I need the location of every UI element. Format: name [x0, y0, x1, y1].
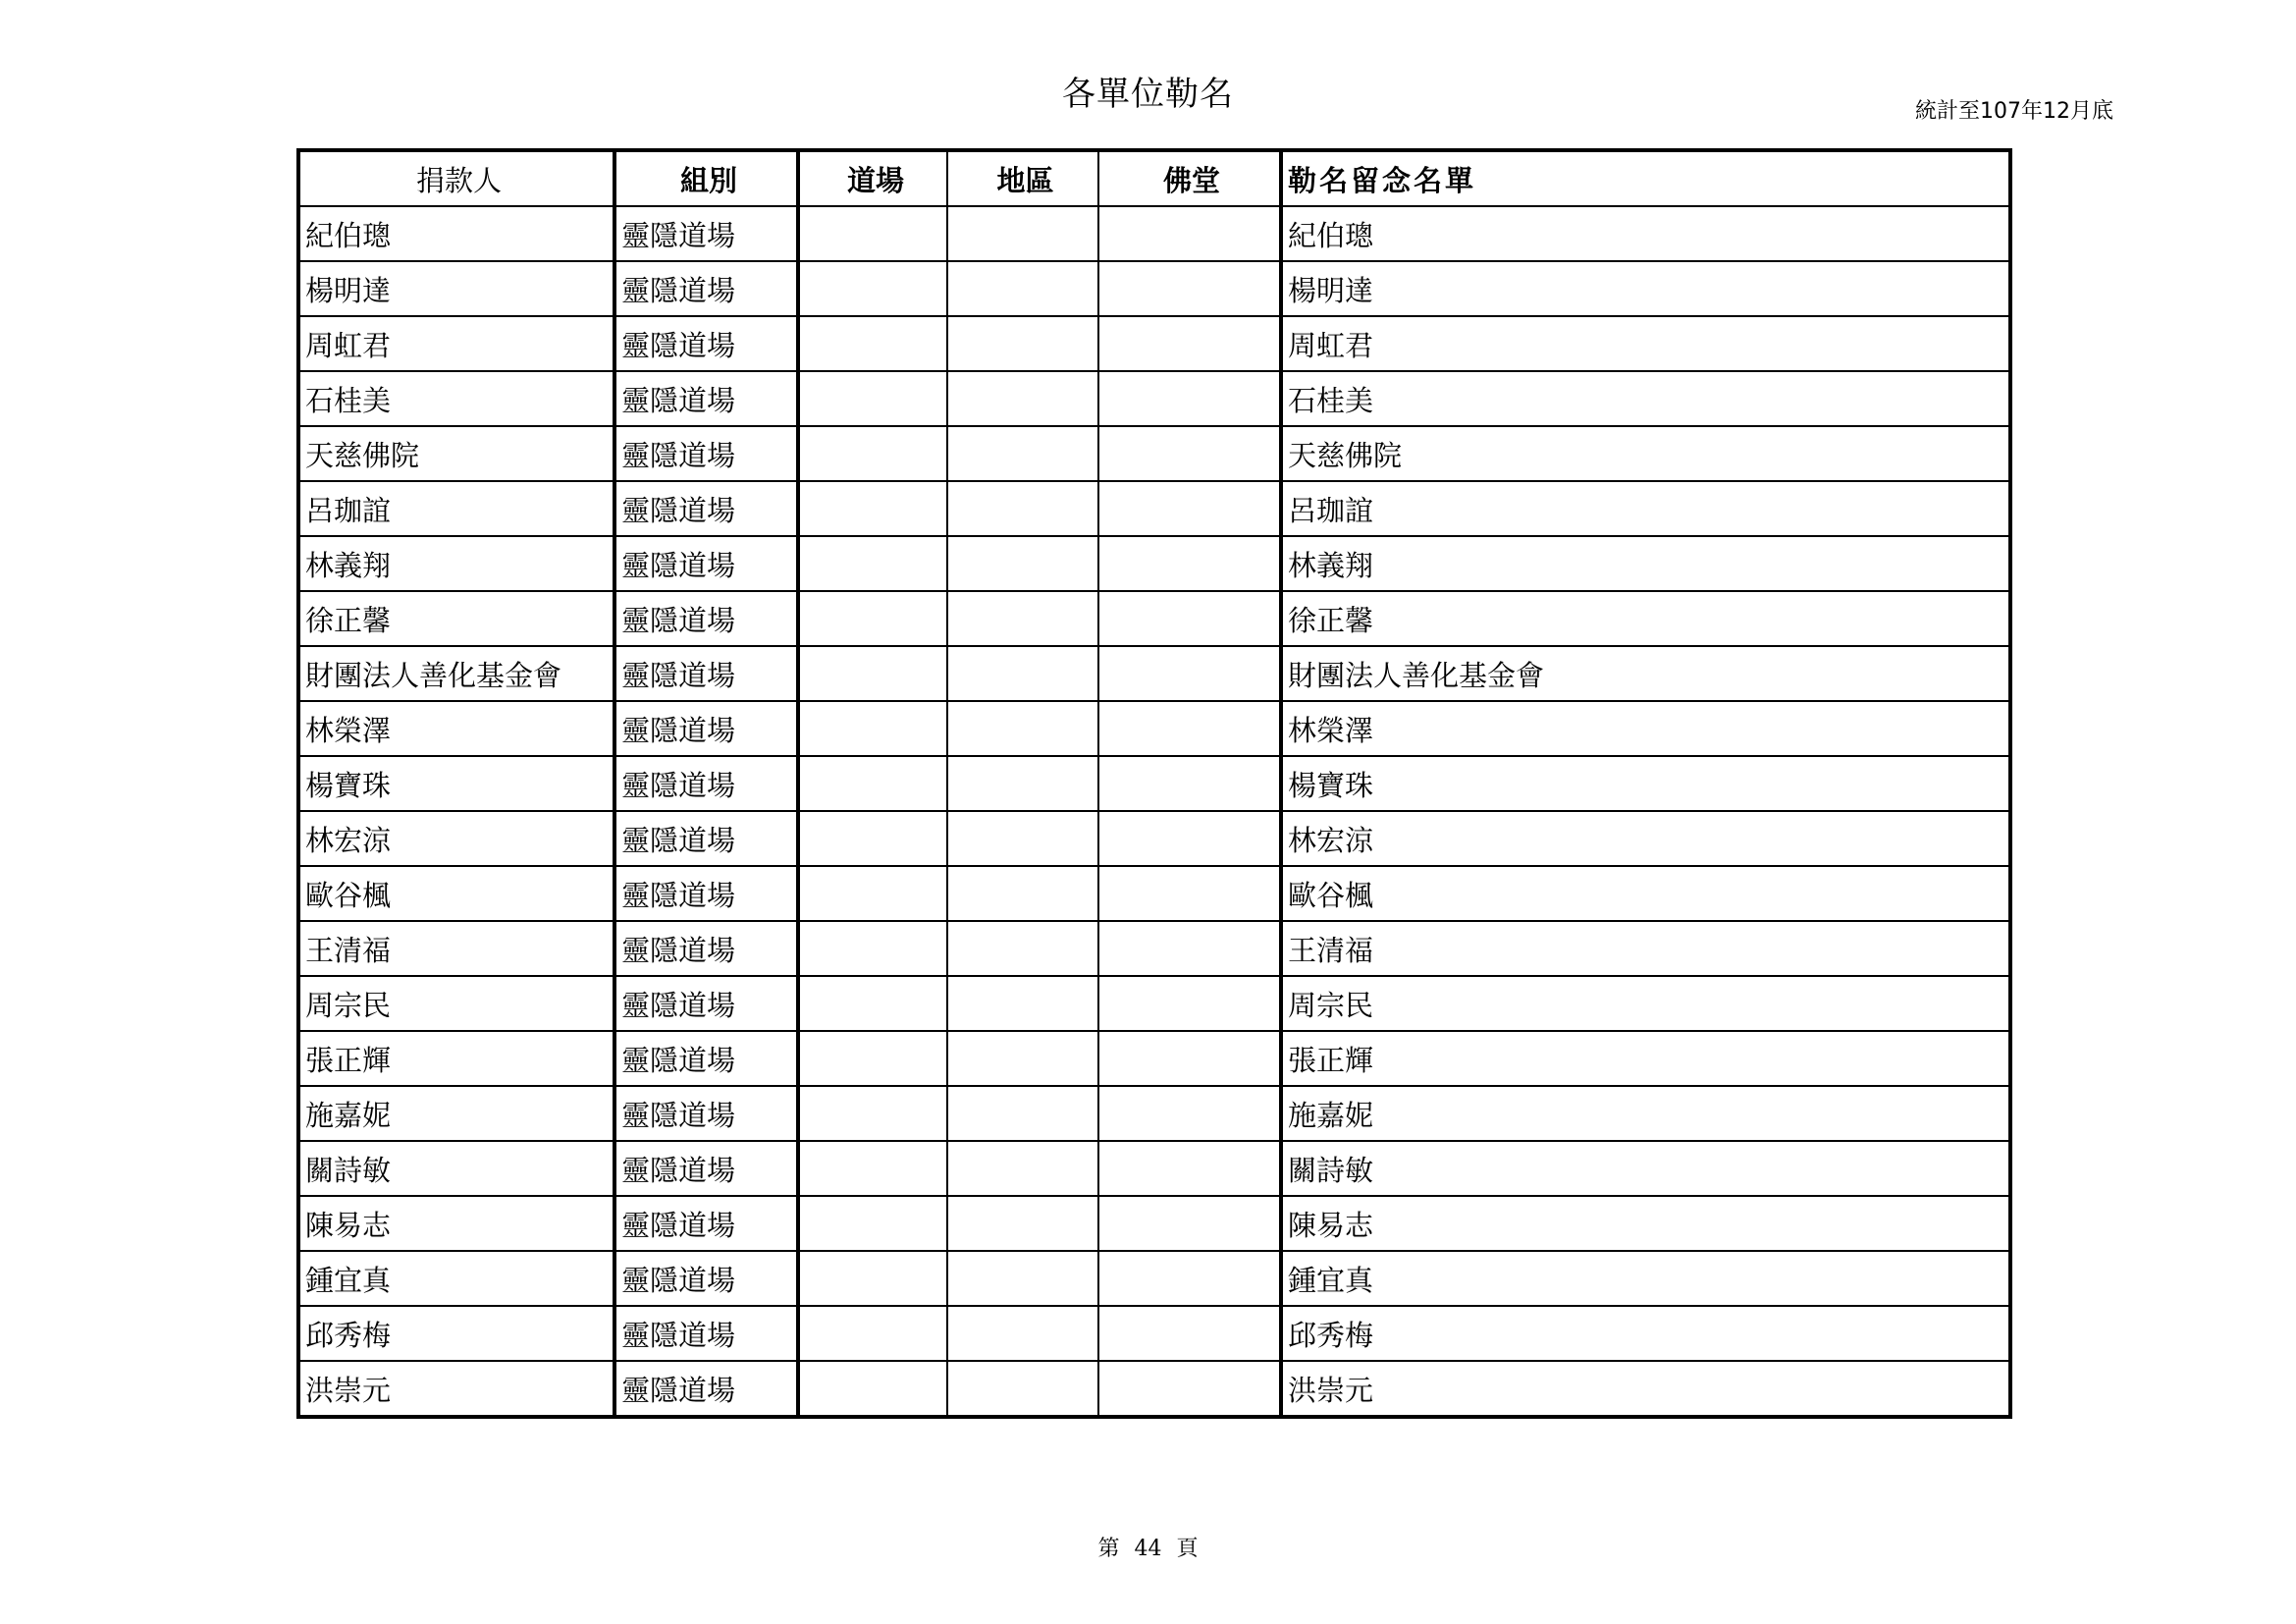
cell-group: 靈隱道場 — [614, 646, 798, 701]
cell-commemoration-name: 財團法人善化基金會 — [1281, 646, 2010, 701]
cell-commemoration-name: 周虹君 — [1281, 316, 2010, 371]
cell-dojo — [798, 1141, 947, 1196]
cell-region — [947, 1086, 1098, 1141]
table-row — [298, 976, 2010, 1031]
cell-region — [947, 921, 1098, 976]
header-donor: 捐款人 — [298, 150, 614, 206]
cell-buddha-hall — [1098, 1031, 1281, 1086]
cell-group: 靈隱道場 — [614, 371, 798, 426]
cell-region — [947, 701, 1098, 756]
cell-commemoration-name: 林宏涼 — [1281, 811, 2010, 866]
cell-buddha-hall — [1098, 316, 1281, 371]
cell-donor: 紀伯璁 — [298, 206, 614, 261]
cell-donor: 林榮澤 — [298, 701, 614, 756]
cell-commemoration-name: 歐谷楓 — [1281, 866, 2010, 921]
cell-buddha-hall — [1098, 1306, 1281, 1361]
cell-buddha-hall — [1098, 1086, 1281, 1141]
cell-group: 靈隱道場 — [614, 866, 798, 921]
cell-group: 靈隱道場 — [614, 261, 798, 316]
donor-table — [296, 148, 2012, 1419]
header-group: 組別 — [614, 150, 798, 206]
cell-group: 靈隱道場 — [614, 1086, 798, 1141]
table-row — [298, 371, 2010, 426]
cell-dojo — [798, 756, 947, 811]
cell-commemoration-name: 楊寶珠 — [1281, 756, 2010, 811]
table-row — [298, 481, 2010, 536]
header-commemoration-list: 勒名留念名單 — [1281, 150, 2010, 206]
page-title: 各單位勒名 — [1062, 75, 1234, 114]
cell-commemoration-name: 邱秀梅 — [1281, 1306, 2010, 1361]
cell-region — [947, 316, 1098, 371]
table-row — [298, 316, 2010, 371]
cell-dojo — [798, 591, 947, 646]
cell-commemoration-name: 張正輝 — [1281, 1031, 2010, 1086]
cell-dojo — [798, 1031, 947, 1086]
cell-buddha-hall — [1098, 811, 1281, 866]
cell-donor: 施嘉妮 — [298, 1086, 614, 1141]
table-row — [298, 1086, 2010, 1141]
cell-region — [947, 866, 1098, 921]
cell-region — [947, 1031, 1098, 1086]
cell-buddha-hall — [1098, 591, 1281, 646]
table-header-row — [298, 150, 2010, 206]
cell-dojo — [798, 1251, 947, 1306]
cell-commemoration-name: 呂珈誼 — [1281, 481, 2010, 536]
header-region: 地區 — [947, 150, 1098, 206]
cell-donor: 林義翔 — [298, 536, 614, 591]
cell-group: 靈隱道場 — [614, 1361, 798, 1417]
cell-dojo — [798, 316, 947, 371]
cell-donor: 洪崇元 — [298, 1361, 614, 1417]
cell-commemoration-name: 陳易志 — [1281, 1196, 2010, 1251]
cell-region — [947, 1196, 1098, 1251]
table-row — [298, 646, 2010, 701]
table-row — [298, 866, 2010, 921]
cell-dojo — [798, 701, 947, 756]
header-dojo: 道場 — [798, 150, 947, 206]
cell-donor: 財團法人善化基金會 — [298, 646, 614, 701]
cell-commemoration-name: 王清福 — [1281, 921, 2010, 976]
cell-commemoration-name: 關詩敏 — [1281, 1141, 2010, 1196]
cell-buddha-hall — [1098, 371, 1281, 426]
cell-buddha-hall — [1098, 976, 1281, 1031]
cell-group: 靈隱道場 — [614, 1306, 798, 1361]
cell-group: 靈隱道場 — [614, 591, 798, 646]
cell-group: 靈隱道場 — [614, 536, 798, 591]
table-row — [298, 1141, 2010, 1196]
cell-region — [947, 646, 1098, 701]
cell-group: 靈隱道場 — [614, 1031, 798, 1086]
cell-region — [947, 536, 1098, 591]
cell-donor: 楊明達 — [298, 261, 614, 316]
cell-buddha-hall — [1098, 921, 1281, 976]
cell-region — [947, 371, 1098, 426]
cell-dojo — [798, 921, 947, 976]
cell-dojo — [798, 646, 947, 701]
cell-buddha-hall — [1098, 701, 1281, 756]
cell-dojo — [798, 1086, 947, 1141]
cell-dojo — [798, 976, 947, 1031]
cell-dojo — [798, 536, 947, 591]
cell-dojo — [798, 1361, 947, 1417]
page-number: 44 — [1134, 1537, 1162, 1561]
table-row — [298, 261, 2010, 316]
table-row — [298, 206, 2010, 261]
cell-donor: 陳易志 — [298, 1196, 614, 1251]
cell-buddha-hall — [1098, 206, 1281, 261]
cell-region — [947, 811, 1098, 866]
cell-donor: 邱秀梅 — [298, 1306, 614, 1361]
cell-buddha-hall — [1098, 536, 1281, 591]
cell-donor: 關詩敏 — [298, 1141, 614, 1196]
cell-buddha-hall — [1098, 1141, 1281, 1196]
cell-group: 靈隱道場 — [614, 976, 798, 1031]
cell-commemoration-name: 周宗民 — [1281, 976, 2010, 1031]
cell-group: 靈隱道場 — [614, 1251, 798, 1306]
cell-donor: 林宏涼 — [298, 811, 614, 866]
cell-donor: 天慈佛院 — [298, 426, 614, 481]
table-row — [298, 1031, 2010, 1086]
cell-buddha-hall — [1098, 261, 1281, 316]
cell-buddha-hall — [1098, 1196, 1281, 1251]
table-row — [298, 426, 2010, 481]
cell-commemoration-name: 紀伯璁 — [1281, 206, 2010, 261]
cell-region — [947, 481, 1098, 536]
cell-buddha-hall — [1098, 426, 1281, 481]
cell-dojo — [798, 1306, 947, 1361]
cell-group: 靈隱道場 — [614, 756, 798, 811]
cell-donor: 石桂美 — [298, 371, 614, 426]
cell-donor: 周虹君 — [298, 316, 614, 371]
cell-dojo — [798, 481, 947, 536]
cell-group: 靈隱道場 — [614, 1141, 798, 1196]
cell-dojo — [798, 811, 947, 866]
cell-donor: 王清福 — [298, 921, 614, 976]
cell-dojo — [798, 261, 947, 316]
cell-region — [947, 206, 1098, 261]
table-row — [298, 1196, 2010, 1251]
cell-region — [947, 1306, 1098, 1361]
cell-donor: 周宗民 — [298, 976, 614, 1031]
cell-dojo — [798, 1196, 947, 1251]
cell-group: 靈隱道場 — [614, 316, 798, 371]
table-row — [298, 1306, 2010, 1361]
cell-donor: 呂珈誼 — [298, 481, 614, 536]
cell-donor: 楊寶珠 — [298, 756, 614, 811]
cell-buddha-hall — [1098, 1251, 1281, 1306]
cell-commemoration-name: 施嘉妮 — [1281, 1086, 2010, 1141]
cell-commemoration-name: 林義翔 — [1281, 536, 2010, 591]
cell-buddha-hall — [1098, 756, 1281, 811]
table-row — [298, 921, 2010, 976]
cell-region — [947, 426, 1098, 481]
table-row — [298, 811, 2010, 866]
cell-dojo — [798, 206, 947, 261]
cell-commemoration-name: 洪崇元 — [1281, 1361, 2010, 1417]
cell-region — [947, 261, 1098, 316]
cell-region — [947, 1141, 1098, 1196]
cell-group: 靈隱道場 — [614, 1196, 798, 1251]
cell-group: 靈隱道場 — [614, 481, 798, 536]
cell-region — [947, 976, 1098, 1031]
footer-suffix: 頁 — [1176, 1537, 1199, 1561]
cell-commemoration-name: 楊明達 — [1281, 261, 2010, 316]
cell-dojo — [798, 866, 947, 921]
cell-region — [947, 1361, 1098, 1417]
cell-commemoration-name: 徐正馨 — [1281, 591, 2010, 646]
cell-donor: 鍾宜真 — [298, 1251, 614, 1306]
cell-commemoration-name: 天慈佛院 — [1281, 426, 2010, 481]
cell-region — [947, 756, 1098, 811]
cell-dojo — [798, 371, 947, 426]
cell-group: 靈隱道場 — [614, 206, 798, 261]
cell-commemoration-name: 石桂美 — [1281, 371, 2010, 426]
cell-commemoration-name: 鍾宜真 — [1281, 1251, 2010, 1306]
table-row — [298, 591, 2010, 646]
table-row — [298, 1361, 2010, 1417]
cell-buddha-hall — [1098, 866, 1281, 921]
cell-dojo — [798, 426, 947, 481]
cell-group: 靈隱道場 — [614, 921, 798, 976]
cell-donor: 張正輝 — [298, 1031, 614, 1086]
table-row — [298, 756, 2010, 811]
footer-prefix: 第 — [1097, 1537, 1120, 1561]
table-row — [298, 1251, 2010, 1306]
cell-buddha-hall — [1098, 646, 1281, 701]
cell-commemoration-name: 林榮澤 — [1281, 701, 2010, 756]
cell-donor: 徐正馨 — [298, 591, 614, 646]
table-row — [298, 701, 2010, 756]
statistics-date-note: 統計至107年12月底 — [1915, 99, 2113, 124]
cell-donor: 歐谷楓 — [298, 866, 614, 921]
cell-buddha-hall — [1098, 481, 1281, 536]
table-row — [298, 536, 2010, 591]
table-body — [298, 206, 2010, 1417]
cell-group: 靈隱道場 — [614, 701, 798, 756]
cell-group: 靈隱道場 — [614, 426, 798, 481]
page-footer — [0, 1532, 2296, 1562]
header-buddha-hall: 佛堂 — [1098, 150, 1281, 206]
cell-buddha-hall — [1098, 1361, 1281, 1417]
cell-region — [947, 1251, 1098, 1306]
cell-group: 靈隱道場 — [614, 811, 798, 866]
cell-region — [947, 591, 1098, 646]
